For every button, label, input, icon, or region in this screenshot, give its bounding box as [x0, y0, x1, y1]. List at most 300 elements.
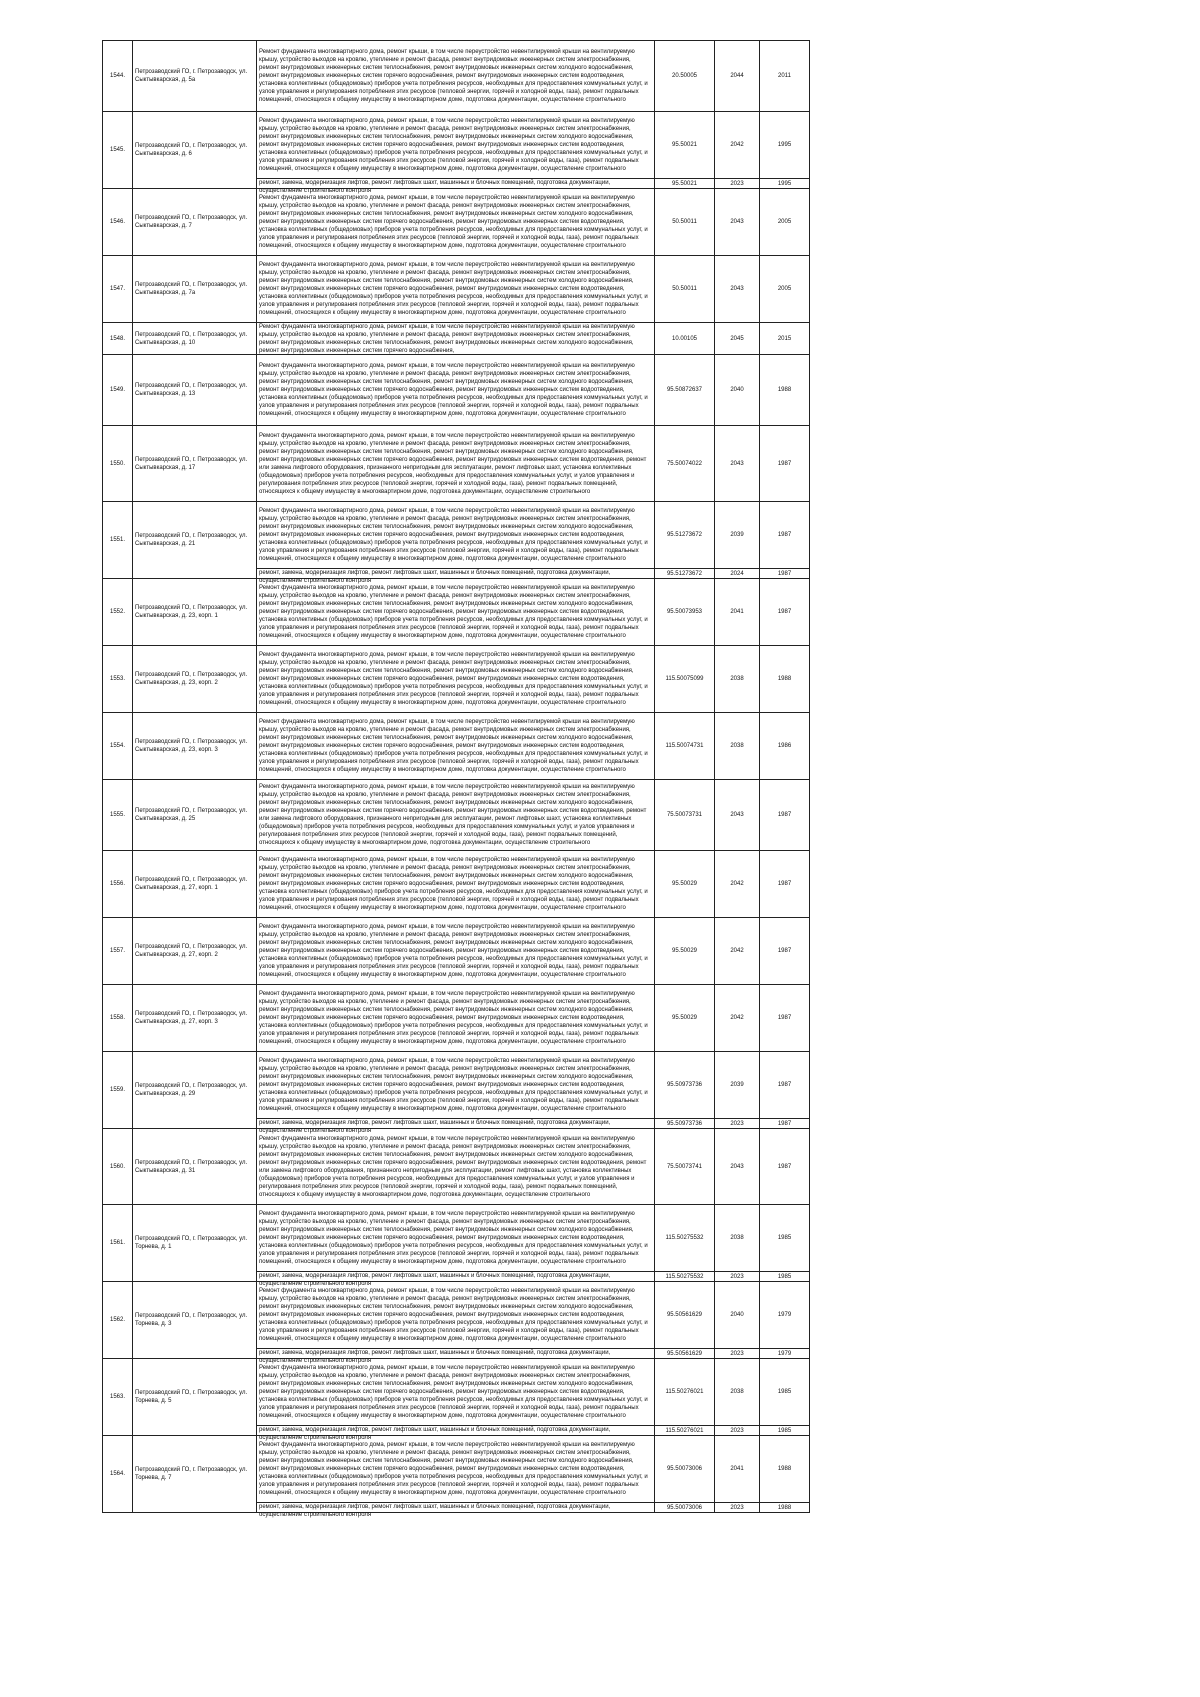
planned-year [715, 646, 760, 713]
commission-year [760, 112, 810, 179]
cost-value [655, 1349, 715, 1359]
cost-value [655, 579, 715, 646]
row-number-text: 1561. [109, 1240, 125, 1246]
cost-value [655, 1205, 715, 1272]
cost-value-text: 115.50075099 [665, 676, 704, 682]
planned-year-text: 2040 [730, 1312, 744, 1318]
planned-year-text: 2042 [730, 1015, 744, 1021]
house-address [133, 1436, 257, 1513]
work-description-text: Ремонт фундамента многоквартирного дома, ремонт крыши, в том числе переустройство невентилируемой крыши на вентилируемую крышу, устройство выходов на кровлю, утепление и ремонт фасада, ремонт внутридомовых инженерных систем электроснабжения, ремонт внутридомовых инженерных систем теплоснабжения, ремонт внутридомовых инженерных систем холодного водоснабжения, ремонт внутридомовых инженерных систем горячего водоснабжения, [259, 324, 635, 354]
planned-year-text: 2041 [730, 609, 744, 615]
commission-year [760, 1129, 810, 1205]
house-address [133, 579, 257, 646]
house-address [133, 323, 257, 355]
commission-year-text: 2015 [777, 335, 792, 342]
row-number-text: 1548. [109, 335, 125, 342]
row-number-text: 1557. [109, 948, 125, 954]
work-description-text: Ремонт фундамента многоквартирного дома, ремонт крыши, в том числе переустройство невентилируемой крыши на вентилируемую крышу, устройство выходов на кровлю, утепление и ремонт фасада, ремонт внутридомовых инженерных систем электроснабжения, ремонт внутридомовых инженерных систем теплоснабжения, ремонт внутридомовых инженерных систем холодного водоснабжения, ремонт внутридомовых инженерных систем горячего водоснабжения, ремонт внутридомовых инженерных систем водоотведения, ремонт или замена лифтового оборудования, признанного непригодным для эксплуатации, ремонт лифтовых шахт, установка коллективных (общедомовых) приборов учета потребления ресурсов, необходимых для предоставления коммунальных услуг, и узлов управления и регулирования потребления этих ресурсов (тепловой энергии, горячей и холодной воды, газа), ремонт подвальных помещений, относящихся к общему имуществу в многоквартирном доме, подготовка документации, осуществление строительного [259, 784, 647, 846]
table-row [103, 1052, 810, 1119]
row-number [103, 1282, 133, 1359]
table-row [103, 1282, 810, 1349]
cost-value [655, 1436, 715, 1503]
commission-year [760, 1503, 810, 1513]
planned-year [715, 112, 760, 179]
planned-year [715, 189, 760, 256]
commission-year-text: 1987 [777, 570, 792, 577]
work-description [257, 41, 655, 112]
cost-value [655, 985, 715, 1052]
planned-year [715, 851, 760, 918]
commission-year-text: 1987 [777, 1015, 792, 1021]
cost-value [655, 1129, 715, 1205]
commission-year [760, 985, 810, 1052]
commission-year-text: 1987 [777, 881, 792, 887]
commission-year-text: 1987 [777, 609, 792, 615]
planned-year [715, 713, 760, 780]
planned-year-text: 2023 [730, 1504, 744, 1511]
work-description-text: ремонт, замена, модернизация лифтов, ремонт лифтовых шахт, машинных и блочных помещений, подготовка документации, осуществление строительного контроля [259, 1427, 611, 1441]
planned-year [715, 355, 760, 426]
row-number-text: 1555. [109, 812, 125, 818]
work-description-text: Ремонт фундамента многоквартирного дома, ремонт крыши, в том числе переустройство невентилируемой крыши на вентилируемую крышу, устройство выходов на кровлю, утепление и ремонт фасада, ремонт внутридомовых инженерных систем электроснабжения, ремонт внутридомовых инженерных систем теплоснабжения, ремонт внутридомовых инженерных систем холодного водоснабжения, ремонт внутридомовых инженерных систем горячего водоснабжения, ремонт внутридомовых инженерных систем водоотведения, ремонт или замена лифтового оборудования, признанного непригодным для эксплуатации, ремонт лифтовых шахт, установка коллективных (общедомовых) приборов учета потребления ресурсов, необходимых для предоставления коммунальных услуг, и узлов управления и регулирования потребления этих ресурсов (тепловой энергии, горячей и холодной воды, газа), ремонт подвальных помещений, относящихся к общему имуществу в многоквартирном доме, подготовка документации, осуществление строительного [259, 1135, 647, 1198]
work-description [257, 985, 655, 1052]
work-description-text: ремонт, замена, модернизация лифтов, ремонт лифтовых шахт, машинных и блочных помещений, подготовка документации, осуществление строительного контроля [259, 1273, 611, 1287]
cost-value [655, 569, 715, 579]
house-address-text: Петрозаводский ГО, г. Петрозаводск, ул. Сыктывкарская, д. 5а [135, 69, 248, 83]
planned-year [715, 502, 760, 569]
house-address [133, 1052, 257, 1129]
house-address-text: Петрозаводский ГО, г. Петрозаводск, ул. Сыктывкарская, д. 6 [135, 143, 248, 157]
cost-value-text: 95.50561629 [666, 1312, 703, 1318]
table-row [103, 1359, 810, 1426]
cost-value [655, 41, 715, 112]
cost-value [655, 1426, 715, 1436]
house-address-text: Петрозаводский ГО, г. Петрозаводск, ул. Сыктывкарская, д. 23, корп. 3 [135, 739, 248, 753]
row-number [103, 355, 133, 426]
row-number [103, 112, 133, 189]
planned-year-text: 2023 [730, 1350, 744, 1357]
planned-year-text: 2043 [730, 812, 744, 818]
work-description-text: Ремонт фундамента многоквартирного дома, ремонт крыши, в том числе переустройство невентилируемой крыши на вентилируемую крышу, устройство выходов на кровлю, утепление и ремонт фасада, ремонт внутридомовых инженерных систем электроснабжения, ремонт внутридомовых инженерных систем теплоснабжения, ремонт внутридомовых инженерных систем холодного водоснабжения, ремонт внутридомовых инженерных систем горячего водоснабжения, ремонт внутридомовых инженерных систем водоотведения, установка коллективных (общедомовых) приборов учета потребления ресурсов, необходимых для предоставления коммунальных услуг, и узлов управления и регулирования потребления этих ресурсов (тепловой энергии, горячей и холодной воды, газа), ремонт подвальных помещений, относящихся к общему имуществу в многоквартирном доме, подготовка документации, осуществление строительного [259, 363, 648, 417]
work-description-text: Ремонт фундамента многоквартирного дома, ремонт крыши, в том числе переустройство невентилируемой крыши на вентилируемую крышу, устройство выходов на кровлю, утепление и ремонт фасада, ремонт внутридомовых инженерных систем электроснабжения, ремонт внутридомовых инженерных систем теплоснабжения, ремонт внутридомовых инженерных систем холодного водоснабжения, ремонт внутридомовых инженерных систем горячего водоснабжения, ремонт внутридомовых инженерных систем водоотведения, установка коллективных (общедомовых) приборов учета потребления ресурсов, необходимых для предоставления коммунальных услуг, и узлов управления и регулирования потребления этих ресурсов (тепловой энергии, горячей и холодной воды, газа), ремонт подвальных помещений, относящихся к общему имуществу в многоквартирном доме, подготовка документации, осуществление строительного [259, 1442, 648, 1496]
work-description [257, 918, 655, 985]
house-address [133, 1359, 257, 1436]
planned-year [715, 1205, 760, 1272]
work-description [257, 780, 655, 851]
planned-year-text: 2042 [730, 881, 744, 887]
row-number-text: 1552. [109, 609, 125, 615]
work-description-text: Ремонт фундамента многоквартирного дома, ремонт крыши, в том числе переустройство невентилируемой крыши на вентилируемую крышу, устройство выходов на кровлю, утепление и ремонт фасада, ремонт внутридомовых инженерных систем электроснабжения, ремонт внутридомовых инженерных систем теплоснабжения, ремонт внутридомовых инженерных систем холодного водоснабжения, ремонт внутридомовых инженерных систем горячего водоснабжения, ремонт внутридомовых инженерных систем водоотведения, установка коллективных (общедомовых) приборов учета потребления ресурсов, необходимых для предоставления коммунальных услуг, и узлов управления и регулирования потребления этих ресурсов (тепловой энергии, горячей и холодной воды, газа), ремонт подвальных помещений, относящихся к общему имуществу в многоквартирном доме, подготовка документации, осуществление строительного [259, 1058, 648, 1112]
planned-year-text: 2023 [730, 1120, 744, 1127]
table-row [103, 323, 810, 355]
commission-year [760, 646, 810, 713]
commission-year [760, 780, 810, 851]
work-description [257, 1426, 655, 1441]
commission-year-text: 2005 [777, 219, 792, 225]
table-row [103, 713, 810, 780]
house-address [133, 256, 257, 323]
house-address-text: Петрозаводский ГО, г. Петрозаводск, ул. Сыктывкарская, д. 31 [135, 1159, 248, 1174]
cost-value-text: 10.00105 [671, 335, 698, 342]
row-number-text: 1559. [109, 1087, 125, 1093]
commission-year-text: 1987 [777, 948, 792, 954]
cost-value-text: 95.50872637 [666, 387, 703, 393]
work-description-text: Ремонт фундамента многоквартирного дома, ремонт крыши, в том числе переустройство невентилируемой крыши на вентилируемую крышу, устройство выходов на кровлю, утепление и ремонт фасада, ремонт внутридомовых инженерных систем электроснабжения, ремонт внутридомовых инженерных систем теплоснабжения, ремонт внутридомовых инженерных систем холодного водоснабжения, ремонт внутридомовых инженерных систем горячего водоснабжения, ремонт внутридомовых инженерных систем водоотведения, установка коллективных (общедомовых) приборов учета потребления ресурсов, необходимых для предоставления коммунальных услуг, и узлов управления и регулирования потребления этих ресурсов (тепловой энергии, горячей и холодной воды, газа), ремонт подвальных помещений, относящихся к общему имуществу в многоквартирном доме, подготовка документации, осуществление строительного [259, 118, 648, 172]
work-description-text: ремонт, замена, модернизация лифтов, ремонт лифтовых шахт, машинных и блочных помещений, подготовка документации, осуществление строительного контроля [259, 180, 611, 194]
work-description [257, 713, 655, 780]
cost-value [655, 713, 715, 780]
work-description-text: Ремонт фундамента многоквартирного дома, ремонт крыши, в том числе переустройство невентилируемой крыши на вентилируемую крышу, устройство выходов на кровлю, утепление и ремонт фасада, ремонт внутридомовых инженерных систем электроснабжения, ремонт внутридомовых инженерных систем теплоснабжения, ремонт внутридомовых инженерных систем холодного водоснабжения, ремонт внутридомовых инженерных систем горячего водоснабжения, ремонт внутридомовых инженерных систем водоотведения, установка коллективных (общедомовых) приборов учета потребления ресурсов, необходимых для предоставления коммунальных услуг, и узлов управления и регулирования потребления этих ресурсов (тепловой энергии, горячей и холодной воды, газа), ремонт подвальных помещений, относящихся к общему имуществу в многоквартирном доме, подготовка документации, осуществление строительного [259, 49, 648, 103]
row-number [103, 713, 133, 780]
cost-value-text: 95.50029 [671, 881, 698, 887]
table-row [103, 985, 810, 1052]
commission-year [760, 713, 810, 780]
work-description [257, 1436, 655, 1503]
work-description-text: Ремонт фундамента многоквартирного дома, ремонт крыши, в том числе переустройство невентилируемой крыши на вентилируемую крышу, устройство выходов на кровлю, утепление и ремонт фасада, ремонт внутридомовых инженерных систем электроснабжения, ремонт внутридомовых инженерных систем теплоснабжения, ремонт внутридомовых инженерных систем холодного водоснабжения, ремонт внутридомовых инженерных систем горячего водоснабжения, ремонт внутридомовых инженерных систем водоотведения, установка коллективных (общедомовых) приборов учета потребления ресурсов, необходимых для предоставления коммунальных услуг, и узлов управления и регулирования потребления этих ресурсов (тепловой энергии, горячей и холодной воды, газа), ремонт подвальных помещений, относящихся к общему имуществу в многоквартирном доме, подготовка документации, осуществление строительного [259, 585, 648, 639]
planned-year [715, 1359, 760, 1426]
row-number [103, 985, 133, 1052]
planned-year-text: 2043 [730, 460, 744, 467]
table-row [103, 502, 810, 569]
house-address-text: Петрозаводский ГО, г. Петрозаводск, ул. Сыктывкарская, д. 7а [135, 282, 248, 296]
cost-value [655, 502, 715, 569]
table-row [103, 355, 810, 426]
commission-year-text: 2011 [778, 73, 791, 79]
table-row [103, 780, 810, 851]
table-row [103, 918, 810, 985]
house-address-text: Петрозаводский ГО, г. Петрозаводск, ул. Сыктывкарская, д. 13 [135, 383, 248, 397]
table-row [103, 189, 810, 256]
cost-value [655, 323, 715, 355]
work-description-text: ремонт, замена, модернизация лифтов, ремонт лифтовых шахт, машинных и блочных помещений, подготовка документации, осуществление строительного контроля [259, 570, 611, 584]
row-number-text: 1564. [109, 1471, 125, 1477]
house-address [133, 851, 257, 918]
row-number-text: 1560. [109, 1163, 125, 1170]
cost-value-text: 95.50073006 [666, 1504, 703, 1511]
cost-value-text: 95.50973736 [666, 1120, 703, 1127]
cost-value [655, 355, 715, 426]
row-number [103, 256, 133, 323]
planned-year-text: 2038 [730, 1389, 744, 1395]
row-number-text: 1556. [109, 881, 125, 887]
house-address [133, 112, 257, 189]
work-description [257, 323, 655, 355]
work-description-text: Ремонт фундамента многоквартирного дома, ремонт крыши, в том числе переустройство невентилируемой крыши на вентилируемую крышу, устройство выходов на кровлю, утепление и ремонт фасада, ремонт внутридомовых инженерных систем электроснабжения, ремонт внутридомовых инженерных систем теплоснабжения, ремонт внутридомовых инженерных систем холодного водоснабжения, ремонт внутридомовых инженерных систем горячего водоснабжения, ремонт внутридомовых инженерных систем водоотведения, ремонт или замена лифтового оборудования, признанного непригодным для эксплуатации, ремонт лифтовых шахт, установка коллективных (общедомовых) приборов учета потребления ресурсов, необходимых для предоставления коммунальных услуг, и узлов управления и регулирования потребления этих ресурсов (тепловой энергии, горячей и холодной воды, газа), ремонт подвальных помещений, относящихся к общему имуществу в многоквартирном доме, подготовка документации, осуществление строительного [259, 432, 647, 495]
work-description [257, 851, 655, 918]
cost-value-text: 50.50011 [672, 286, 697, 292]
planned-year-text: 2042 [730, 948, 744, 954]
planned-year-text: 2023 [730, 1427, 744, 1434]
house-address [133, 41, 257, 112]
planned-year [715, 179, 760, 189]
cost-value-text: 95.50561629 [666, 1350, 703, 1357]
planned-year-text: 2024 [730, 570, 744, 577]
cost-value [655, 189, 715, 256]
commission-year [760, 1436, 810, 1503]
planned-year-text: 2038 [730, 743, 744, 749]
work-description-text: Ремонт фундамента многоквартирного дома, ремонт крыши, в том числе переустройство невентилируемой крыши на вентилируемую крышу, устройство выходов на кровлю, утепление и ремонт фасада, ремонт внутридомовых инженерных систем электроснабжения, ремонт внутридомовых инженерных систем теплоснабжения, ремонт внутридомовых инженерных систем холодного водоснабжения, ремонт внутридомовых инженерных систем горячего водоснабжения, ремонт внутридомовых инженерных систем водоотведения, установка коллективных (общедомовых) приборов учета потребления ресурсов, необходимых для предоставления коммунальных услуг, и узлов управления и регулирования потребления этих ресурсов (тепловой энергии, горячей и холодной воды, газа), ремонт подвальных помещений, относящихся к общему имуществу в многоквартирном доме, подготовка документации, осуществление строительного [259, 1211, 648, 1265]
cost-value-text: 50.50011 [672, 219, 697, 225]
house-address-text: Петрозаводский ГО, г. Петрозаводск, ул. Сыктывкарская, д. 10 [135, 331, 248, 346]
planned-year-text: 2043 [730, 219, 744, 225]
work-description [257, 1052, 655, 1119]
house-address [133, 355, 257, 426]
work-description-text: Ремонт фундамента многоквартирного дома, ремонт крыши, в том числе переустройство невентилируемой крыши на вентилируемую крышу, устройство выходов на кровлю, утепление и ремонт фасада, ремонт внутридомовых инженерных систем электроснабжения, ремонт внутридомовых инженерных систем теплоснабжения, ремонт внутридомовых инженерных систем холодного водоснабжения, ремонт внутридомовых инженерных систем горячего водоснабжения, ремонт внутридомовых инженерных систем водоотведения, установка коллективных (общедомовых) приборов учета потребления ресурсов, необходимых для предоставления коммунальных услуг, и узлов управления и регулирования потребления этих ресурсов (тепловой энергии, горячей и холодной воды, газа), ремонт подвальных помещений, относящихся к общему имуществу в многоквартирном доме, подготовка документации, осуществление строительного [259, 719, 648, 773]
commission-year-text: 1987 [777, 1163, 792, 1170]
cost-value-text: 95.50073953 [666, 609, 703, 615]
work-description-text: Ремонт фундамента многоквартирного дома, ремонт крыши, в том числе переустройство невентилируемой крыши на вентилируемую крышу, устройство выходов на кровлю, утепление и ремонт фасада, ремонт внутридомовых инженерных систем электроснабжения, ремонт внутридомовых инженерных систем теплоснабжения, ремонт внутридомовых инженерных систем холодного водоснабжения, ремонт внутридомовых инженерных систем горячего водоснабжения, ремонт внутридомовых инженерных систем водоотведения, установка коллективных (общедомовых) приборов учета потребления ресурсов, необходимых для предоставления коммунальных услуг, и узлов управления и регулирования потребления этих ресурсов (тепловой энергии, горячей и холодной воды, газа), ремонт подвальных помещений, относящихся к общему имуществу в многоквартирном доме, подготовка документации, осуществление строительного [259, 508, 648, 562]
commission-year [760, 256, 810, 323]
house-address-text: Петрозаводский ГО, г. Петрозаводск, ул. Сыктывкарская, д. 29 [135, 1083, 248, 1097]
work-description-text: Ремонт фундамента многоквартирного дома, ремонт крыши, в том числе переустройство невентилируемой крыши на вентилируемую крышу, устройство выходов на кровлю, утепление и ремонт фасада, ремонт внутридомовых инженерных систем электроснабжения, ремонт внутридомовых инженерных систем теплоснабжения, ремонт внутридомовых инженерных систем холодного водоснабжения, ремонт внутридомовых инженерных систем горячего водоснабжения, ремонт внутридомовых инженерных систем водоотведения, установка коллективных (общедомовых) приборов учета потребления ресурсов, необходимых для предоставления коммунальных услуг, и узлов управления и регулирования потребления этих ресурсов (тепловой энергии, горячей и холодной воды, газа), ремонт подвальных помещений, относящихся к общему имуществу в многоквартирном доме, подготовка документации, осуществление строительного [259, 262, 648, 316]
house-address [133, 502, 257, 579]
house-address [133, 918, 257, 985]
house-address-text: Петрозаводский ГО, г. Петрозаводск, ул. Сыктывкарская, д. 27, корп. 2 [135, 944, 248, 958]
house-address [133, 189, 257, 256]
house-address-text: Петрозаводский ГО, г. Петрозаводск, ул. Сыктывкарская, д. 23, корп. 2 [135, 672, 248, 686]
work-description [257, 1205, 655, 1272]
planned-year-text: 2023 [730, 1273, 744, 1280]
row-number [103, 851, 133, 918]
work-description-text: ремонт, замена, модернизация лифтов, ремонт лифтовых шахт, машинных и блочных помещений, подготовка документации, осуществление строительного контроля [259, 1350, 611, 1364]
work-description [257, 646, 655, 713]
commission-year-text: 1987 [777, 460, 792, 467]
planned-year-text: 2023 [730, 180, 744, 187]
house-address [133, 1129, 257, 1205]
commission-year [760, 1119, 810, 1129]
table-row [103, 112, 810, 179]
row-number-text: 1549. [109, 387, 125, 393]
row-number-text: 1554. [109, 743, 125, 749]
commission-year [760, 502, 810, 569]
cost-value-text: 115.50275532 [665, 1235, 704, 1241]
row-number [103, 426, 133, 502]
commission-year [760, 179, 810, 189]
row-number-text: 1547. [109, 286, 125, 292]
work-description-text: Ремонт фундамента многоквартирного дома, ремонт крыши, в том числе переустройство невентилируемой крыши на вентилируемую крышу, устройство выходов на кровлю, утепление и ремонт фасада, ремонт внутридомовых инженерных систем электроснабжения, ремонт внутридомовых инженерных систем теплоснабжения, ремонт внутридомовых инженерных систем холодного водоснабжения, ремонт внутридомовых инженерных систем горячего водоснабжения, ремонт внутридомовых инженерных систем водоотведения, установка коллективных (общедомовых) приборов учета потребления ресурсов, необходимых для предоставления коммунальных услуг, и узлов управления и регулирования потребления этих ресурсов (тепловой энергии, горячей и холодной воды, газа), ремонт подвальных помещений, относящихся к общему имуществу в многоквартирном доме, подготовка документации, осуществление строительного [259, 195, 648, 249]
planned-year [715, 1426, 760, 1436]
house-address [133, 985, 257, 1052]
work-description [257, 426, 655, 502]
row-number-text: 1563. [109, 1394, 125, 1400]
cost-value-text: 75.50074022 [666, 460, 703, 467]
planned-year [715, 1349, 760, 1359]
planned-year-text: 2041 [730, 1466, 744, 1472]
row-number [103, 189, 133, 256]
cost-value [655, 646, 715, 713]
house-address [133, 1282, 257, 1359]
cost-value-text: 95.50029 [671, 948, 698, 954]
planned-year [715, 1272, 760, 1282]
house-address-text: Петрозаводский ГО, г. Петрозаводск, ул. Сыктывкарская, д. 7 [135, 215, 248, 229]
planned-year-text: 2044 [730, 73, 744, 79]
cost-value [655, 179, 715, 189]
house-address [133, 780, 257, 851]
house-address [133, 1205, 257, 1282]
cost-value-text: 95.50073006 [666, 1466, 703, 1472]
row-number-text: 1562. [109, 1317, 125, 1323]
cost-value-text: 115.50275532 [665, 1273, 704, 1280]
row-number [103, 918, 133, 985]
row-number-text: 1551. [109, 537, 125, 543]
house-address-text: Петрозаводский ГО, г. Петрозаводск, ул. Сыктывкарская, д. 21 [135, 533, 248, 547]
commission-year-text: 1987 [777, 532, 792, 538]
cost-value-text: 115.50276021 [665, 1389, 704, 1395]
cost-value [655, 780, 715, 851]
cost-value-text: 20.50005 [671, 73, 698, 79]
row-number-text: 1546. [109, 219, 125, 225]
work-description-text: Ремонт фундамента многоквартирного дома, ремонт крыши, в том числе переустройство невентилируемой крыши на вентилируемую крышу, устройство выходов на кровлю, утепление и ремонт фасада, ремонт внутридомовых инженерных систем электроснабжения, ремонт внутридомовых инженерных систем теплоснабжения, ремонт внутридомовых инженерных систем холодного водоснабжения, ремонт внутридомовых инженерных систем горячего водоснабжения, ремонт внутридомовых инженерных систем водоотведения, установка коллективных (общедомовых) приборов учета потребления ресурсов, необходимых для предоставления коммунальных услуг, и узлов управления и регулирования потребления этих ресурсов (тепловой энергии, горячей и холодной воды, газа), ремонт подвальных помещений, относящихся к общему имуществу в многоквартирном доме, подготовка документации, осуществление строительного [259, 857, 648, 911]
work-description [257, 179, 655, 194]
work-description [257, 579, 655, 646]
commission-year-text: 1988 [777, 1504, 792, 1511]
commission-year [760, 426, 810, 502]
planned-year [715, 1282, 760, 1349]
capital-repair-table [102, 40, 810, 1518]
house-address-text: Петрозаводский ГО, г. Петрозаводск, ул. Сыктывкарская, д. 27, корп. 3 [135, 1011, 248, 1025]
cost-value-text: 115.50276021 [665, 1427, 704, 1434]
cost-value [655, 256, 715, 323]
planned-year-text: 2043 [730, 286, 744, 292]
work-description [257, 502, 655, 569]
row-number [103, 780, 133, 851]
commission-year [760, 189, 810, 256]
cost-value-text: 95.50973736 [666, 1082, 703, 1088]
commission-year [760, 41, 810, 112]
planned-year-text: 2040 [730, 387, 744, 393]
commission-year [760, 918, 810, 985]
work-description [257, 1349, 655, 1364]
table-row [103, 851, 810, 918]
planned-year [715, 41, 760, 112]
commission-year-text: 1988 [777, 387, 792, 393]
table-row [103, 1129, 810, 1205]
planned-year [715, 918, 760, 985]
commission-year-text: 2005 [777, 286, 792, 292]
cost-value [655, 1052, 715, 1119]
commission-year [760, 1282, 810, 1349]
work-description-text: Ремонт фундамента многоквартирного дома, ремонт крыши, в том числе переустройство невентилируемой крыши на вентилируемую крышу, устройство выходов на кровлю, утепление и ремонт фасада, ремонт внутридомовых инженерных систем электроснабжения, ремонт внутридомовых инженерных систем теплоснабжения, ремонт внутридомовых инженерных систем холодного водоснабжения, ремонт внутридомовых инженерных систем горячего водоснабжения, ремонт внутридомовых инженерных систем водоотведения, установка коллективных (общедомовых) приборов учета потребления ресурсов, необходимых для предоставления коммунальных услуг, и узлов управления и регулирования потребления этих ресурсов (тепловой энергии, горячей и холодной воды, газа), ремонт подвальных помещений, относящихся к общему имуществу в многоквартирном доме, подготовка документации, осуществление строительного [259, 991, 648, 1045]
table-row [103, 1436, 810, 1503]
cost-value-text: 95.50021 [671, 142, 698, 148]
planned-year [715, 1436, 760, 1503]
commission-year-text: 1995 [777, 142, 792, 148]
commission-year-text: 1979 [777, 1350, 792, 1357]
work-description [257, 1282, 655, 1349]
table-row [103, 41, 810, 112]
work-description-text: Ремонт фундамента многоквартирного дома, ремонт крыши, в том числе переустройство невентилируемой крыши на вентилируемую крышу, устройство выходов на кровлю, утепление и ремонт фасада, ремонт внутридомовых инженерных систем электроснабжения, ремонт внутридомовых инженерных систем теплоснабжения, ремонт внутридомовых инженерных систем холодного водоснабжения, ремонт внутридомовых инженерных систем горячего водоснабжения, ремонт внутридомовых инженерных систем водоотведения, установка коллективных (общедомовых) приборов учета потребления ресурсов, необходимых для предоставления коммунальных услуг, и узлов управления и регулирования потребления этих ресурсов (тепловой энергии, горячей и холодной воды, газа), ремонт подвальных помещений, относящихся к общему имуществу в многоквартирном доме, подготовка документации, осуществление строительного [259, 1288, 648, 1342]
row-number-text: 1550. [109, 460, 125, 467]
cost-value [655, 1359, 715, 1426]
commission-year [760, 323, 810, 355]
commission-year [760, 579, 810, 646]
work-description [257, 256, 655, 323]
planned-year [715, 579, 760, 646]
work-description [257, 569, 655, 584]
planned-year [715, 1119, 760, 1129]
row-number [103, 502, 133, 579]
house-address-text: Петрозаводский ГО, г. Петрозаводск, ул. Торнева, д. 1 [135, 1236, 248, 1250]
house-address [133, 646, 257, 713]
commission-year-text: 1985 [777, 1389, 792, 1395]
work-description-text: ремонт, замена, модернизация лифтов, ремонт лифтовых шахт, машинных и блочных помещений, подготовка документации, осуществление строительного контроля [259, 1504, 611, 1518]
cost-value [655, 1272, 715, 1282]
planned-year [715, 569, 760, 579]
planned-year [715, 323, 760, 355]
planned-year-text: 2045 [730, 335, 744, 342]
planned-year [715, 985, 760, 1052]
planned-year-text: 2043 [730, 1163, 744, 1170]
work-description [257, 1359, 655, 1426]
commission-year-text: 1985 [777, 1427, 792, 1434]
commission-year [760, 1052, 810, 1119]
cost-value [655, 851, 715, 918]
house-address-text: Петрозаводский ГО, г. Петрозаводск, ул. Сыктывкарская, д. 17 [135, 456, 248, 471]
cost-value-text: 95.50021 [671, 180, 698, 187]
commission-year-text: 1988 [777, 1466, 792, 1472]
commission-year [760, 851, 810, 918]
table-body [103, 41, 810, 1518]
cost-value [655, 918, 715, 985]
planned-year [715, 1052, 760, 1119]
planned-year-text: 2039 [730, 532, 744, 538]
planned-year [715, 1129, 760, 1205]
work-description [257, 1119, 655, 1134]
row-number [103, 1359, 133, 1436]
house-address [133, 426, 257, 502]
planned-year-text: 2039 [730, 1082, 744, 1088]
house-address-text: Петрозаводский ГО, г. Петрозаводск, ул. Сыктывкарская, д. 25 [135, 808, 248, 822]
cost-value [655, 1119, 715, 1129]
work-description [257, 1272, 655, 1287]
cost-value-text: 95.50029 [671, 1015, 698, 1021]
commission-year-text: 1979 [777, 1312, 792, 1318]
commission-year-text: 1985 [777, 1273, 792, 1280]
planned-year [715, 780, 760, 851]
commission-year-text: 1987 [777, 1120, 792, 1127]
row-number [103, 1205, 133, 1282]
commission-year-text: 1985 [777, 1235, 792, 1241]
commission-year-text: 1988 [777, 676, 792, 682]
commission-year [760, 569, 810, 579]
planned-year [715, 256, 760, 323]
commission-year [760, 1349, 810, 1359]
table-row [103, 256, 810, 323]
row-number [103, 323, 133, 355]
row-number [103, 41, 133, 112]
table-row [103, 426, 810, 502]
cost-value-text: 115.50074731 [665, 743, 704, 749]
commission-year-text: 1987 [777, 1082, 792, 1088]
commission-year [760, 355, 810, 426]
work-description [257, 1503, 655, 1518]
work-description [257, 112, 655, 179]
house-address-text: Петрозаводский ГО, г. Петрозаводск, ул. Торнева, д. 5 [135, 1390, 248, 1404]
commission-year-text: 1995 [777, 180, 792, 187]
commission-year [760, 1205, 810, 1272]
row-number-text: 1544. [109, 73, 125, 79]
work-description-text: ремонт, замена, модернизация лифтов, ремонт лифтовых шахт, машинных и блочных помещений, подготовка документации, осуществление строительного контроля [259, 1120, 611, 1134]
commission-year [760, 1272, 810, 1282]
cost-value [655, 1282, 715, 1349]
commission-year-text: 1986 [777, 743, 792, 749]
row-number [103, 646, 133, 713]
row-number-text: 1558. [109, 1015, 125, 1021]
work-description-text: Ремонт фундамента многоквартирного дома, ремонт крыши, в том числе переустройство невентилируемой крыши на вентилируемую крышу, устройство выходов на кровлю, утепление и ремонт фасада, ремонт внутридомовых инженерных систем электроснабжения, ремонт внутридомовых инженерных систем теплоснабжения, ремонт внутридомовых инженерных систем холодного водоснабжения, ремонт внутридомовых инженерных систем горячего водоснабжения, ремонт внутридомовых инженерных систем водоотведения, установка коллективных (общедомовых) приборов учета потребления ресурсов, необходимых для предоставления коммунальных услуг, и узлов управления и регулирования потребления этих ресурсов (тепловой энергии, горячей и холодной воды, газа), ремонт подвальных помещений, относящихся к общему имуществу в многоквартирном доме, подготовка документации, осуществление строительного [259, 924, 648, 978]
commission-year [760, 1426, 810, 1436]
commission-year-text: 1987 [777, 812, 792, 818]
cost-value-text: 95.51273672 [666, 532, 703, 538]
